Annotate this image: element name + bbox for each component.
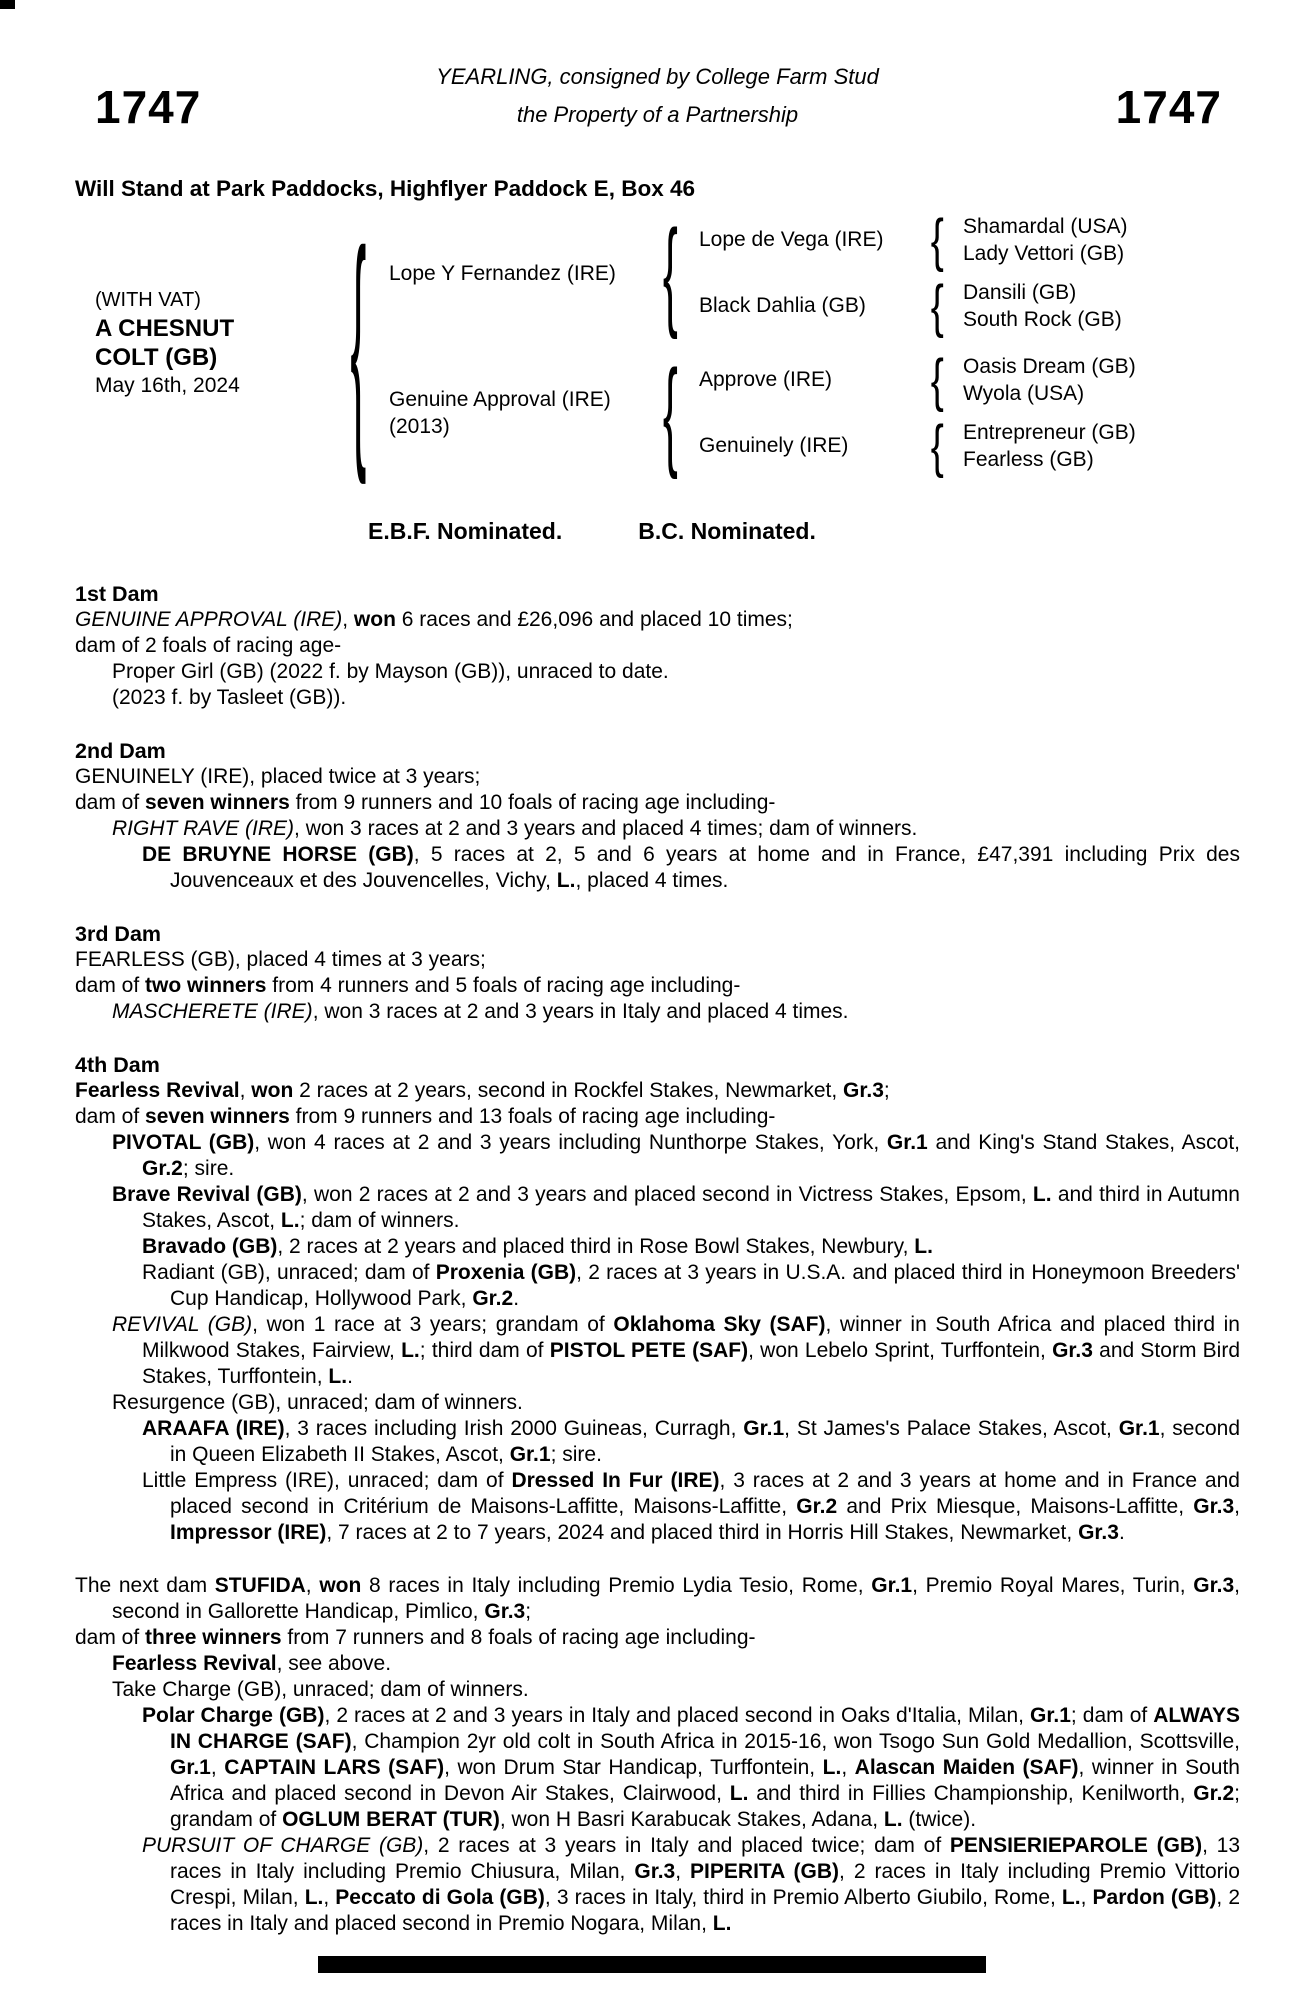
sire-branch [389, 204, 1136, 340]
great-grandsire-name: Entrepreneur (GB) [963, 421, 1136, 444]
section-heading: 4th Dam [75, 1053, 160, 1077]
nominations-line [75, 518, 1240, 545]
section-heading: 1st Dam [75, 582, 159, 606]
great-grandsire-name: Oasis Dream (GB) [963, 355, 1136, 378]
horse-name: A CHESNUT COLT (GB) [95, 315, 235, 371]
dam-section [75, 1573, 1240, 1937]
dam-branch [389, 344, 1136, 480]
catalogue-paragraph: Little Empress (IRE), unraced; dam of Dressed In Fur (IRE), 3 races at 2 and 3 years at home and in France and placed second in Critérium de Maisons-Laffitte, Maisons-Laffitte, Gr.2 and Prix Miesque, Maisons-Laffitte, Gr.3, Impressor (IRE), 7 races at 2 to 7 years, 2024 and placed third in Horris Hill Stakes, Newmarket, Gr.3. [142, 1469, 1240, 1544]
pedigree-sections [75, 581, 1240, 1937]
granddam-name: Black Dahlia (GB) [699, 294, 866, 317]
catalogue-paragraph: dam of 2 foals of racing age- [75, 634, 342, 657]
great-granddam-name: Fearless (GB) [963, 448, 1094, 471]
catalogue-paragraph: dam of three winners from 7 runners and 8 foals of racing age including- [75, 1626, 756, 1649]
catalogue-paragraph: Radiant (GB), unraced; dam of Proxenia (GB), 2 races at 3 years in U.S.A. and placed third in Honeymoon Breeders' Cup Handicap, Hollywood Park, Gr.2. [142, 1261, 1241, 1310]
granddam-branch [699, 272, 1128, 339]
granddam-branch [699, 412, 1136, 479]
property-line: the Property of a Partnership [516, 102, 799, 127]
stand-location-line: Will Stand at Park Paddocks, Highflyer Paddock E, Box 46 [75, 176, 695, 201]
scan-artifact-bottom-bar [318, 1956, 986, 1973]
catalogue-paragraph: DE BRUYNE HORSE (GB), 5 races at 2, 5 and 6 years at home and in France, £47,391 including Prix des Jouvenceaux et des Jouvencelles, Vichy, L., placed 4 times. [142, 843, 1240, 892]
catalogue-paragraph: MASCHERETE (IRE), won 3 races at 2 and 3 years in Italy and placed 4 times. [112, 1000, 849, 1023]
dam-section [75, 581, 1240, 711]
catalogue-paragraph: The next dam STUFIDA, won 8 races in Italy including Premio Lydia Tesio, Rome, Gr.1, Premio Royal Mares, Turin, Gr.3, second in Gallorette Handicap, Pimlico, Gr.3; [75, 1574, 1241, 1623]
catalogue-paragraph: dam of seven winners from 9 runners and 10 foals of racing age including- [75, 791, 776, 814]
ebf-nomination: E.B.F. Nominated. [368, 518, 563, 544]
dam-section [75, 921, 1240, 1025]
great-granddam-name: Wyola (USA) [963, 382, 1085, 405]
page-content [75, 58, 1240, 1964]
lot-number-right: 1747 [1115, 81, 1222, 133]
grandsire-name: Lope de Vega (IRE) [699, 228, 884, 251]
grandsire-branch [699, 206, 1128, 273]
pedigree-brace-granddam: { [930, 272, 944, 339]
catalogue-paragraph: Polar Charge (GB), 2 races at 2 and 3 years in Italy and placed second in Oaks d'Italia, Milan, Gr.1; dam of ALWAYS IN CHARGE (SAF), Champion 2yr old colt in South Africa in 2015-16, won Tsogo Sun Gold Medallion, Scottsville, Gr.1, CAPTAIN LARS (SAF), won Drum Star Handicap, Turffontein, L., Alascan Maiden (SAF), winner in South Africa and placed second in Devon Air Stakes, Clairwood, L. and third in Fillies Championship, Kenilworth, Gr.2; grandam of OGLUM BERAT (TUR), won H Basri Karabucak Stakes, Adana, L. (twice). [142, 1704, 1240, 1831]
catalogue-paragraph: GENUINELY (IRE), placed twice at 3 years; [75, 765, 481, 788]
pedigree-brace-granddam: { [930, 412, 944, 479]
scan-artifact-corner [0, 0, 15, 9]
pedigree-brace-dam: { [662, 344, 678, 480]
pedigree-brace-grandsire: { [930, 206, 944, 273]
catalogue-paragraph: GENUINE APPROVAL (IRE), won 6 races and £26,096 and placed 10 times; [75, 608, 793, 631]
catalogue-paragraph: Take Charge (GB), unraced; dam of winners. [112, 1678, 529, 1701]
catalogue-paragraph: Resurgence (GB), unraced; dam of winners. [112, 1391, 523, 1414]
catalogue-paragraph: PURSUIT OF CHARGE (GB), 2 races at 3 years in Italy and placed twice; dam of PENSIERIEPAROLE (GB), 13 races in Italy including Premio Chiusura, Milan, Gr.3, PIPERITA (GB), 2 races in Italy including Premio Vittorio Crespi, Milan, L., Peccato di Gola (GB), 3 races in Italy, third in Premio Alberto Giubilo, Rome, L., Pardon (GB), 2 races in Italy and placed second in Premio Nogara, Milan, L. [142, 1834, 1241, 1935]
great-granddam-name: South Rock (GB) [963, 308, 1122, 331]
section-heading: 2nd Dam [75, 739, 166, 763]
pedigree-brace-grandsire: { [930, 346, 944, 413]
catalogue-paragraph: Brave Revival (GB), won 2 races at 2 and 3 years and placed second in Victress Stakes, Epsom, L. and third in Autumn Stakes, Ascot, L.; dam of winners. [112, 1183, 1240, 1232]
catalogue-paragraph: (2023 f. by Tasleet (GB)). [112, 686, 347, 709]
sire-name: Lope Y Fernandez (IRE) [389, 261, 616, 285]
catalogue-paragraph: Fearless Revival, see above. [112, 1652, 392, 1675]
dam-section [75, 1052, 1240, 1546]
grandsire-branch [699, 346, 1136, 413]
great-granddam-name: Lady Vettori (GB) [963, 242, 1125, 265]
foal-date: May 16th, 2024 [95, 374, 240, 397]
catalogue-paragraph: Proper Girl (GB) (2022 f. by Mayson (GB)), unraced to date. [112, 660, 669, 683]
dam-section [75, 738, 1240, 894]
consignor-line: YEARLING, consigned by College Farm Stud [436, 64, 879, 89]
colt-details [95, 287, 327, 399]
catalogue-paragraph: RIGHT RAVE (IRE), won 3 races at 2 and 3 years and placed 4 times; dam of winners. [112, 817, 918, 840]
catalogue-paragraph: ARAAFA (IRE), 3 races including Irish 2000 Guineas, Curragh, Gr.1, St James's Palace Stakes, Ascot, Gr.1, second in Queen Elizabeth II Stakes, Ascot, Gr.1; sire. [142, 1417, 1240, 1466]
page-header [75, 58, 1240, 168]
catalogue-paragraph: Fearless Revival, won 2 races at 2 years, second in Rockfel Stakes, Newmarket, Gr.3; [75, 1079, 890, 1102]
vat-note: (WITH VAT) [95, 289, 201, 311]
pedigree-tree [95, 195, 1240, 486]
catalogue-paragraph: dam of seven winners from 9 runners and 13 foals of racing age including- [75, 1105, 776, 1128]
catalogue-paragraph: REVIVAL (GB), won 1 race at 3 years; grandam of Oklahoma Sky (SAF), winner in South Africa and placed third in Milkwood Stakes, Fairview, L.; third dam of PISTOL PETE (SAF), won Lebelo Sprint, Turffontein, Gr.3 and Storm Bird Stakes, Turffontein, L.. [112, 1313, 1241, 1388]
dam-name: Genuine Approval (IRE) (2013) [389, 386, 641, 440]
pedigree-brace-sire: { [662, 204, 678, 340]
pedigree-brace-main: { [350, 195, 366, 486]
catalogue-paragraph: Bravado (GB), 2 races at 2 years and placed third in Rose Bowl Stakes, Newbury, L. [142, 1235, 933, 1258]
dam-year: (2013) [389, 415, 450, 438]
bc-nomination: B.C. Nominated. [638, 518, 816, 544]
granddam-name: Genuinely (IRE) [699, 434, 849, 457]
section-heading: 3rd Dam [75, 922, 162, 946]
catalogue-paragraph: FEARLESS (GB), placed 4 times at 3 years; [75, 948, 486, 971]
great-grandsire-name: Dansili (GB) [963, 281, 1077, 304]
catalogue-paragraph: dam of two winners from 4 runners and 5 foals of racing age including- [75, 974, 741, 997]
grandsire-name: Approve (IRE) [699, 368, 833, 391]
lot-number-left: 1747 [95, 81, 202, 133]
catalogue-paragraph: PIVOTAL (GB), won 4 races at 2 and 3 years including Nunthorpe Stakes, York, Gr.1 and King's Stand Stakes, Ascot, Gr.2; sire. [112, 1131, 1240, 1180]
great-grandsire-name: Shamardal (USA) [963, 215, 1128, 238]
